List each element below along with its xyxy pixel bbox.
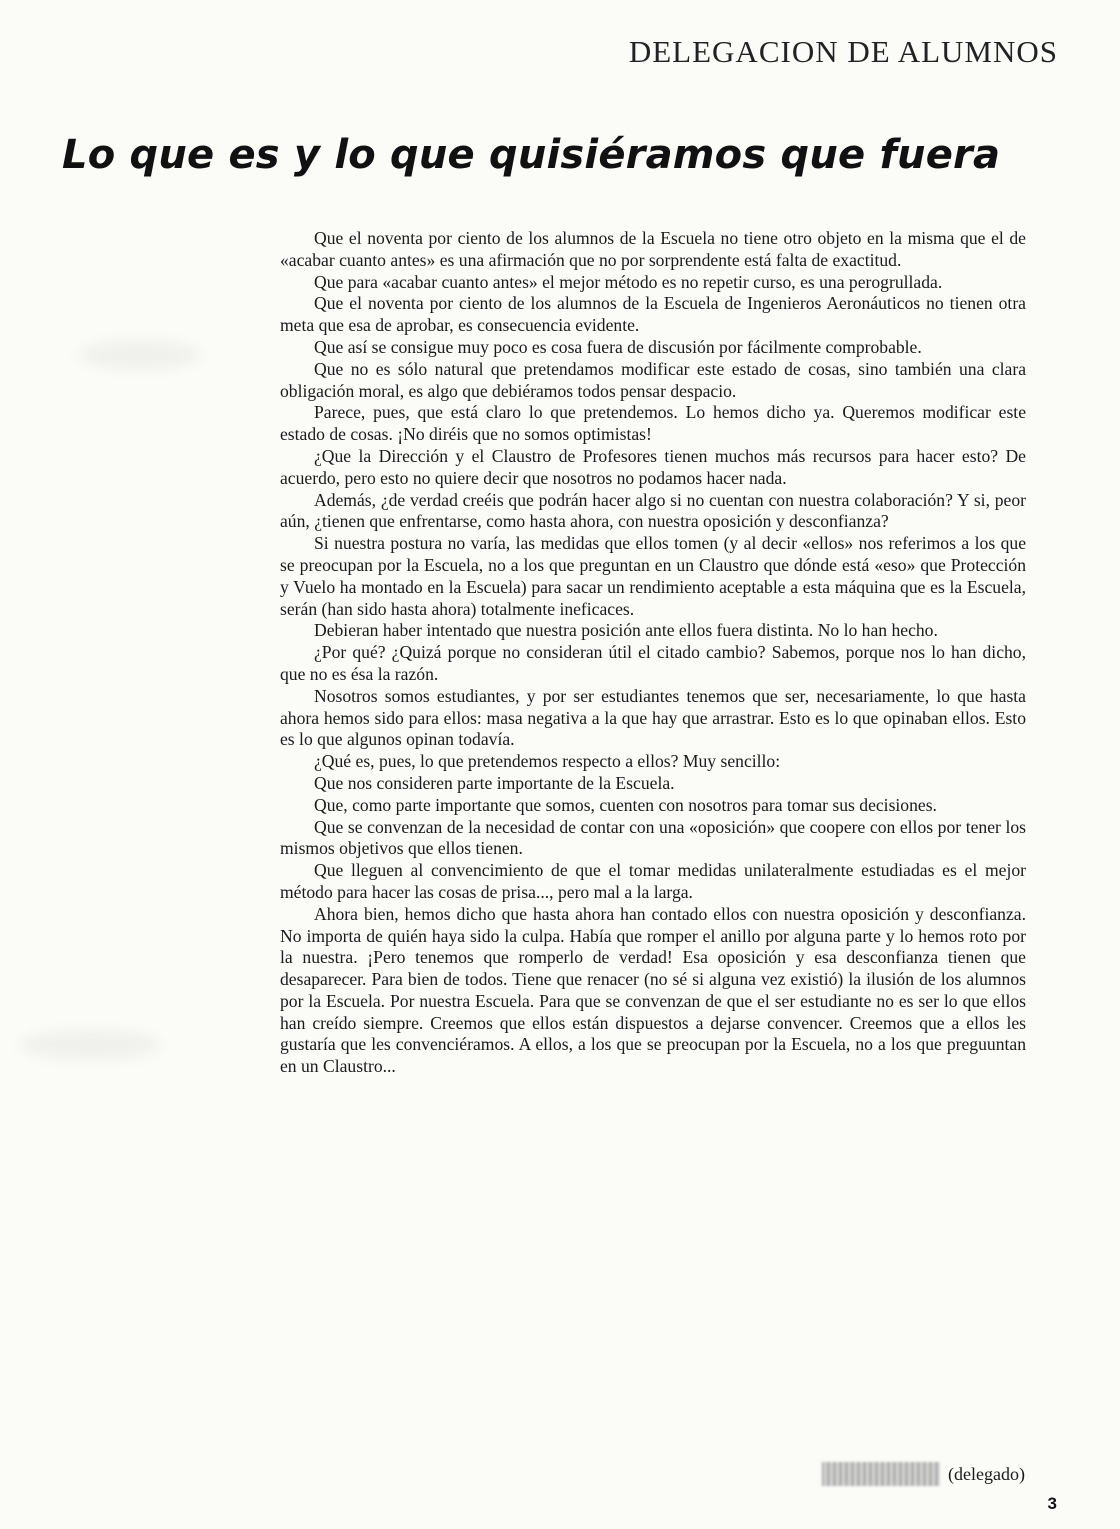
paper-bleed-mark [20,1030,160,1060]
paragraph: Debieran haber intentado que nuestra posición ante ellos fuera distinta. No lo han hecho. [314,620,938,641]
section-header: DELEGACION DE ALUMNOS [628,34,1058,69]
paragraph: Nosotros somos estudiantes, y por ser estudiantes tenemos que ser, necesariamente, lo que hasta ahora hemos sido para ellos: masa negativa a la que hay que arrastrar. Esto es lo que opinaban ellos. Esto es lo que algunos opinan todavía. [280,685,1026,750]
redacted-name-image [822,1462,940,1486]
paragraph: ¿Que la Dirección y el Claustro de Profesores tienen muchos más recursos para hacer esto? De acuerdo, pero esto no quiere decir que nosotros no podamos hacer nada. [280,445,1026,488]
paragraph: Que el noventa por ciento de los alumnos de la Escuela no tiene otro objeto en la misma que el de «acabar cuanto antes» es una afirmación que no por sorprendente está falta de exactitud. [280,228,1026,270]
paragraph: Ahora bien, hemos dicho que hasta ahora han contado ellos con nuestra oposición y desconfianza. No importa de quién haya sido la culpa. Había que romper el anillo por alguna parte y lo hemos roto por la nuestra. ¡Pero tenemos que romperlo de verdad! Esa oposición y esa desconfianza tienen que desaparecer. Para bien de todos. Tiene que renacer (no sé si alguna vez existió) la ilusión de los alumnos por la Escuela. Por nuestra Escuela. Para que se convenzan de que el ser estudiante no es ser lo que ellos han creído siempre. Creemos que ellos están dispuestos a dejarse convencer. Creemos que a ellos les gustaría que les convenciéramos. A ellos, a los que se preocupan por la Escuela, no a los que preguuntan en un Claustro... [280,903,1026,1077]
article-title: Lo que es y lo que quisiéramos que fuera [62,132,1001,178]
paragraph: Que para «acabar cuanto antes» el mejor método es no repetir curso, es una perogrullada. [314,271,943,292]
paragraph: Que así se consigue muy poco es cosa fuera de discusión por fácilmente comprobable. [314,336,922,357]
paragraph: Que se convenzan de la necesidad de contar con una «oposición» que coopere con ellos por tener los mismos objetivos que ellos tienen. [280,816,1026,859]
paragraph: Que nos consideren parte importante de la Escuela. [314,772,675,793]
paragraph: ¿Por qué? ¿Quizá porque no consideran útil el citado cambio? Sabemos, porque nos lo han dicho, que no es ésa la razón. [280,642,1026,684]
paragraph: Que no es sólo natural que pretendamos modificar este estado de cosas, sino también una clara obligación moral, es algo que debiéramos todos pensar despacio. [280,358,1026,401]
page-number: 3 [1047,1494,1057,1513]
paragraph: Además, ¿de verdad creéis que podrán hacer algo si no cuentan con nuestra colaboración? Y si, peor aún, ¿tienen que enfrentarse, como hasta ahora, con nuestra oposición y desconfianza? [280,489,1026,532]
signature [822,1462,1025,1486]
paragraph: Si nuestra postura no varía, las medidas que ellos tomen (y al decir «ellos» nos referimos a los que se preocupan por la Escuela, no a los que preguntan en un Claustro que dónde está «eso» que Protección y Vuelo ha montado en la Escuela) para sacar un rendimiento aceptable a esta máquina que es la Escuela, serán (han sido hasta ahora) totalmente ineficaces. [280,533,1026,619]
paragraph: Que el noventa por ciento de los alumnos de la Escuela de Ingenieros Aeronáuticos no tienen otra meta que esa de aprobar, es consecuencia evidente. [280,293,1026,336]
paragraph: Parece, pues, que está claro lo que pretendemos. Lo hemos dicho ya. Queremos modificar este estado de cosas. ¡No diréis que no somos optimistas! [280,402,1026,445]
paragraph: Que, como parte importante que somos, cuenten con nosotros para tomar sus decisiones. [314,794,937,815]
signature-role: (delegado) [948,1463,1025,1484]
paragraph: Que lleguen al convencimiento de que el tomar medidas unilateralmente estudiadas es el mejor método para hacer las cosas de prisa..., pero mal a la larga. [280,860,1026,902]
paragraph: ¿Qué es, pues, lo que pretendemos respecto a ellos? Muy sencillo: [314,751,781,772]
article-body [280,228,1026,1078]
paper-bleed-mark [80,340,200,370]
